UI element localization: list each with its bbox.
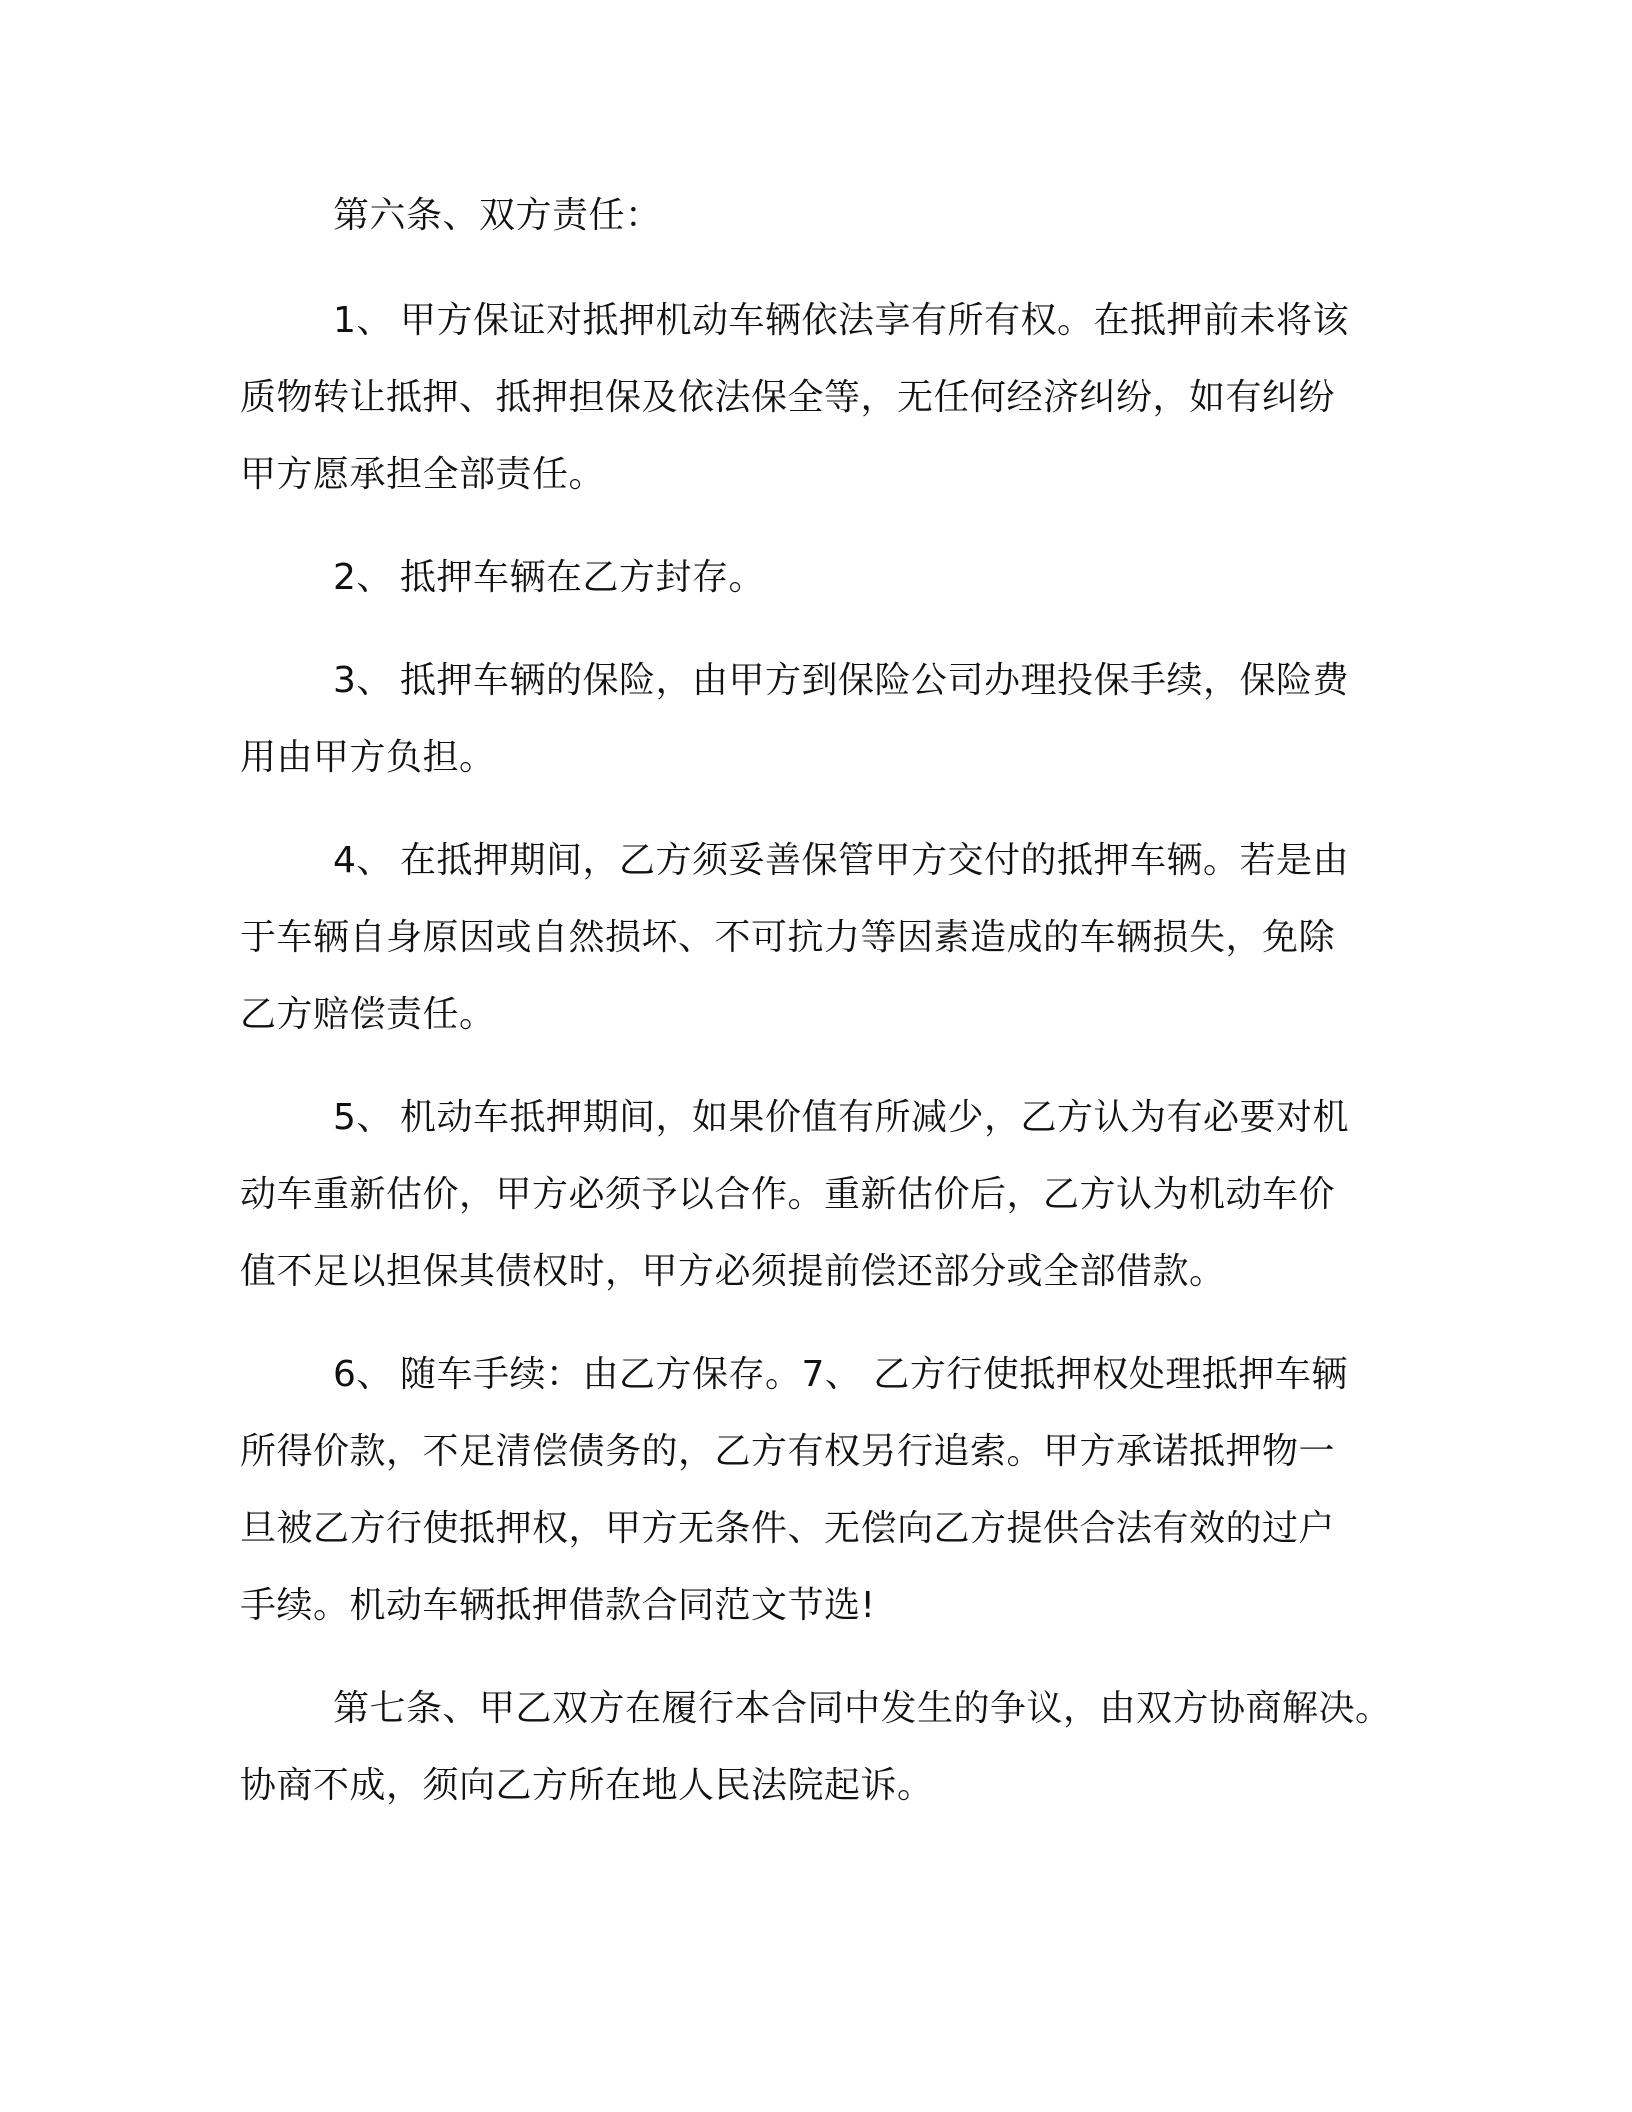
item-1-line-1: 甲方保证对抵押机动车辆依法享有所有权。在抵押前未将该	[400, 300, 1350, 341]
item-3-line-2: 用由甲方负担。	[240, 737, 496, 778]
item-4-line-1: 在抵押期间，乙方须妥善保管甲方交付的抵押车辆。若是由	[400, 840, 1350, 881]
item-5-line-3: 值不足以担保其债权时，甲方必须提前偿还部分或全部借款。	[240, 1251, 1226, 1292]
article-seven-line-2: 协商不成，须向乙方所在地人民法院起诉。	[240, 1765, 934, 1806]
item-1-line-2: 质物转让抵押、抵押担保及依法保全等，无任何经济纠纷，如有纠纷	[240, 377, 1336, 418]
item-6-number: 6、	[333, 1354, 393, 1395]
item-5-number: 5、	[333, 1097, 393, 1138]
article-six-heading: 第六条、双方责任：	[333, 195, 662, 236]
item-6-line-2: 所得价款，不足清偿债务的，乙方有权另行追索。甲方承诺抵押物一	[240, 1431, 1336, 1472]
item-3-number: 3、	[333, 660, 393, 701]
item-6-line-3: 旦被乙方行使抵押权，甲方无条件、无偿向乙方提供合法有效的过户	[240, 1508, 1336, 1549]
item-1-number: 1、	[333, 300, 393, 341]
item-6-line-1: 随车手续：由乙方保存。7、 乙方行使抵押权处理抵押车辆	[400, 1354, 1348, 1395]
item-6-line-4: 手续。机动车辆抵押借款合同范文节选!	[240, 1585, 876, 1626]
item-4-number: 4、	[333, 840, 393, 881]
item-2-line-1: 抵押车辆在乙方封存。	[400, 557, 766, 598]
item-4-line-3: 乙方赔偿责任。	[240, 994, 496, 1035]
item-5-line-2: 动车重新估价，甲方必须予以合作。重新估价后，乙方认为机动车价	[240, 1174, 1336, 1215]
item-1-line-3: 甲方愿承担全部责任。	[240, 454, 606, 495]
item-2-number: 2、	[333, 557, 393, 598]
item-5-line-1: 机动车抵押期间，如果价值有所减少，乙方认为有必要对机	[400, 1097, 1350, 1138]
item-3-line-1: 抵押车辆的保险，由甲方到保险公司办理投保手续，保险费	[400, 660, 1350, 701]
article-seven-line-1: 第七条、甲乙双方在履行本合同中发生的争议，由双方协商解决。	[333, 1688, 1392, 1729]
item-4-line-2: 于车辆自身原因或自然损坏、不可抗力等因素造成的车辆损失，免除	[240, 917, 1336, 958]
